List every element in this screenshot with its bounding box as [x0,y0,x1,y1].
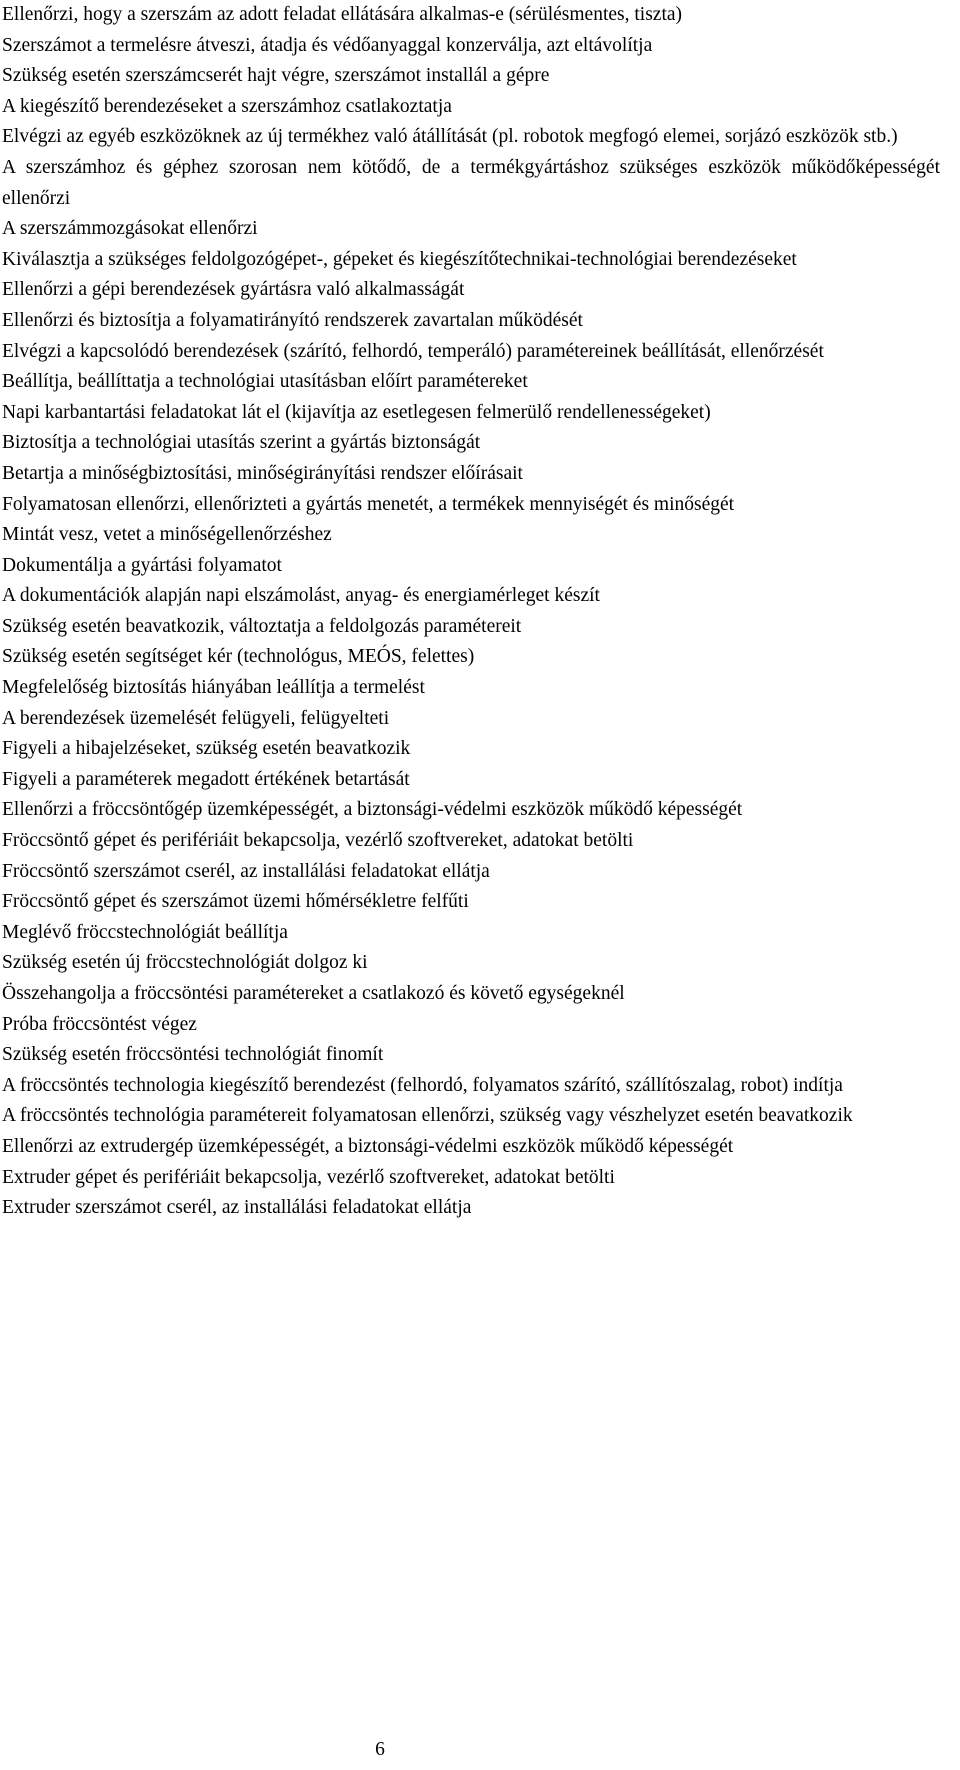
task-item: A szerszámmozgásokat ellenőrzi [2,218,258,240]
task-item: Elvégzi a kapcsolódó berendezések (szárító, felhordó, temperáló) paramétereinek beállítását, ellenőrzését [2,340,824,362]
task-item: Összehangolja a fröccsöntési paramétereket a csatlakozó és követő egységeknél [2,983,625,1004]
task-item: Szükség esetén új fröccstechnológiát dolgoz ki [2,952,368,974]
task-item: Mintát vesz, vetet a minőségellenőrzéshez [2,524,332,546]
task-item: A szerszámhoz és géphez szorosan nem kötődő, de a termékgyártáshoz szükséges eszközök működőképességét ellenőrzi [2,156,940,209]
task-item: Ellenőrzi, hogy a szerszám az adott feladat ellátására alkalmas-e (sérülésmentes, tiszta) [2,4,683,25]
task-item: Ellenőrzi a fröccsöntőgép üzemképességét, a biztonsági-védelmi eszközök működő képességét [2,799,743,821]
task-item: A kiegészítő berendezéseket a szerszámhoz csatlakoztatja [2,95,452,117]
task-item: Ellenőrzi az extrudergép üzemképességét, a biztonsági-védelmi eszközök működő képességét [2,1135,734,1157]
task-item: Próba fröccsöntést végez [2,1013,197,1035]
task-item: Meglévő fröccstechnológiát beállítja [2,921,288,943]
task-item: Szükség esetén szerszámcserét hajt végre, szerszámot installál a gépre [2,65,550,87]
task-item: A fröccsöntés technológia paramétereit folyamatosan ellenőrzi, szükség vagy vészhelyzet esetén beavatkozik [2,1105,853,1127]
task-item: Extruder gépet és perifériáit bekapcsolja, vezérlő szoftvereket, adatokat betölti [2,1166,615,1188]
task-item: Kiválasztja a szükséges feldolgozógépet-, gépeket és kiegészítőtechnikai-technológiai berendezéseket [2,248,797,270]
task-item: Dokumentálja a gyártási folyamatot [2,554,282,576]
task-item: A dokumentációk alapján napi elszámolást, anyag- és energiamérleget készít [2,585,600,607]
task-item: Napi karbantartási feladatokat lát el (kijavítja az esetlegesen felmerülő rendellenességeket) [2,401,711,423]
task-item: Biztosítja a technológiai utasítás szerint a gyártás biztonságát [2,432,481,454]
task-item: Beállítja, beállíttatja a technológiai utasításban előírt paramétereket [2,371,528,393]
task-item: Extruder szerszámot cserél, az installálási feladatokat ellátja [2,1197,472,1219]
page-number: 6 [375,1739,385,1760]
task-item: Szükség esetén fröccsöntési technológiát finomít [2,1044,384,1066]
task-item: Ellenőrzi a gépi berendezések gyártásra való alkalmasságát [2,279,465,301]
task-item: Betartja a minőségbiztosítási, minőségirányítási rendszer előírásait [2,462,523,484]
task-item: Ellenőrzi és biztosítja a folyamatirányító rendszerek zavartalan működését [2,309,583,331]
task-item: Szerszámot a termelésre átveszi, átadja és védőanyaggal konzerválja, azt eltávolítja [2,34,653,56]
task-item: Fröccsöntő szerszámot cserél, az installálási feladatokat ellátja [2,860,490,882]
task-item: A berendezések üzemelését felügyeli, felügyelteti [2,707,390,729]
task-item: Figyeli a paraméterek megadott értékének betartását [2,768,410,790]
task-item: Folyamatosan ellenőrzi, ellenőrizteti a gyártás menetét, a termékek mennyiségét és minőségét [2,493,735,515]
task-item: Szükség esetén beavatkozik, változtatja a feldolgozás paramétereit [2,615,522,637]
task-item: Elvégzi az egyéb eszközöknek az új termékhez való átállítását (pl. robotok megfogó elemei, sorjázó eszközök stb.) [2,126,898,148]
task-item: Fröccsöntő gépet és szerszámot üzemi hőmérsékletre felfűti [2,891,469,913]
task-item: Fröccsöntő gépet és perifériáit bekapcsolja, vezérlő szoftvereket, adatokat betölti [2,830,634,852]
task-item: Szükség esetén segítséget kér (technológus, MEÓS, felettes) [2,646,475,668]
document-body [2,0,940,1224]
task-item: Megfelelőség biztosítás hiányában leállítja a termelést [2,677,425,699]
task-item: Figyeli a hibajelzéseket, szükség esetén beavatkozik [2,738,411,760]
task-item: A fröccsöntés technologia kiegészítő berendezést (felhordó, folyamatos szárító, szállítószalag, robot) indítja [2,1074,843,1096]
